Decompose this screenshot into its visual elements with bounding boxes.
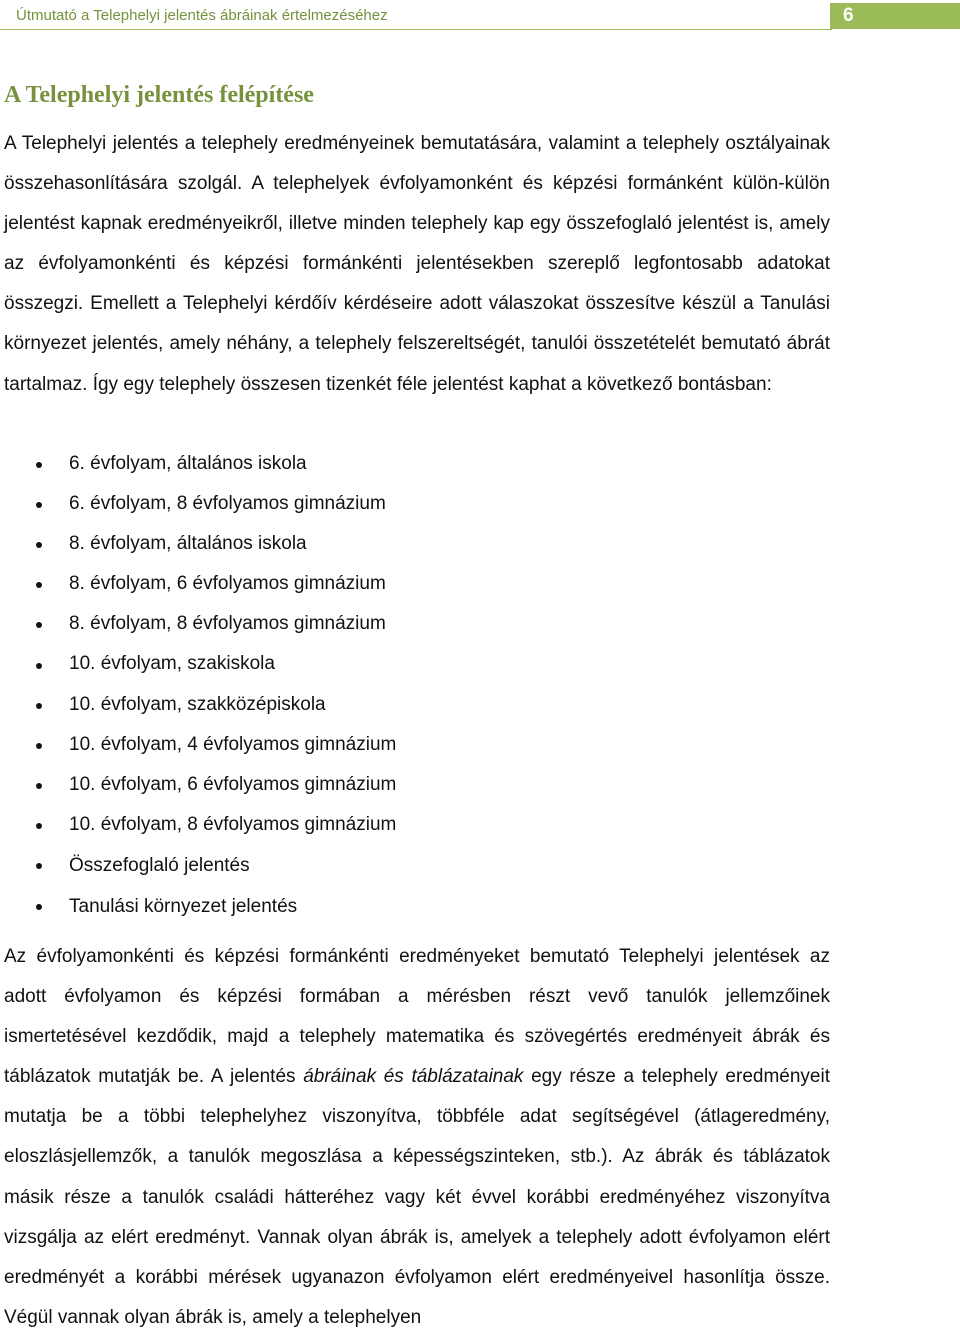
bullet-icon <box>36 823 42 829</box>
bullet-icon <box>36 783 42 789</box>
list-item <box>0 644 396 684</box>
description-text-part2: egy része a telephely eredményeit mutatja be a többi telephelyhez viszonyítva, többféle adat segítségével (átlageredmény, eloszlásjellemzők, a tanulók megoszlása a képességszinteken, stb.). Az ábrák és táblázatok másik része a tanulók családi hátteréhez vagy két évvel korábbi eredményéhez viszonyítva vizsgálja az elért eredményt. Vannak olyan ábrák is, amelyek a telephely adott évfolyamon elért eredményét a korábbi mérések ugyanazon évfolyamon elért eredményeivel hasonlítja össze. Végül vannak olyan ábrák is, amely a telephelyen <box>4 1066 830 1328</box>
bullet-icon <box>36 663 42 669</box>
list-item <box>0 845 396 886</box>
header-rule <box>0 29 832 30</box>
list-item-text: 6. évfolyam, 8 évfolyamos gimnázium <box>69 493 386 515</box>
page-header <box>0 0 960 44</box>
list-item <box>0 604 396 644</box>
list-item-text: 8. évfolyam, általános iskola <box>69 533 307 555</box>
bullet-icon <box>36 904 42 910</box>
list-item <box>0 886 396 927</box>
list-item-text: 8. évfolyam, 8 évfolyamos gimnázium <box>69 613 386 635</box>
list-item <box>0 524 396 564</box>
list-item-text: Összefoglaló jelentés <box>69 854 250 876</box>
description-text-part1: Az évfolyamonkénti és képzési formánkénti eredményeket bemutató Telephelyi jelentések az adott évfolyamon és képzési formában a mérésben részt vevő tanulók jellemzőinek ismertetésével kezdődik, majd a telephely matematika és szövegértés eredményeit ábrák és táblázatok mutatják be. A jelentés <box>4 946 830 1088</box>
bullet-icon <box>36 743 42 749</box>
description-italic-text: ábráinak és táblázatainak <box>303 1066 524 1088</box>
bullet-icon <box>36 622 42 628</box>
header-title: Útmutató a Telephelyi jelentés ábráinak értelmezéséhez <box>16 7 388 24</box>
page-number: 6 <box>843 5 854 26</box>
list-item <box>0 765 396 805</box>
list-item <box>0 564 396 604</box>
list-item-text: 10. évfolyam, 4 évfolyamos gimnázium <box>69 733 397 755</box>
list-item <box>0 685 396 725</box>
list-item <box>0 725 396 765</box>
list-item-text: 10. évfolyam, 6 évfolyamos gimnázium <box>69 773 397 795</box>
list-item-text: 8. évfolyam, 6 évfolyamos gimnázium <box>69 573 386 595</box>
list-item <box>0 444 396 484</box>
list-item <box>0 484 396 524</box>
description-paragraph <box>4 937 830 1338</box>
list-item-text: 6. évfolyam, általános iskola <box>69 453 307 474</box>
bullet-icon <box>36 542 42 548</box>
list-item <box>0 805 396 845</box>
bullet-icon <box>36 703 42 709</box>
list-item-text: 10. évfolyam, szakiskola <box>69 653 275 675</box>
section-heading: A Telephelyi jelentés felépítése <box>4 82 314 108</box>
intro-paragraph: A Telephelyi jelentés a telephely eredményeinek bemutatására, valamint a telephely osztályainak összehasonlítására szolgál. A telephelyek évfolyamonként és képzési formánként külön-külön jelentést kapnak eredményeikről, illetve minden telephely kap egy összefoglaló jelentést is, amely az évfolyamonkénti és képzési formánkénti jelentésekben szereplő legfontosabb adatokat összegzi. Emellett a Telephelyi kérdőív kérdéseire adott válaszokat összesítve készül a Tanulási környezet jelentés, amely néhány, a telephely felszereltségét, tanulói összetételét bemutató ábrát tartalmaz. Így egy telephely összesen tizenkét féle jelentést kaphat a következő bontásban: <box>4 133 830 395</box>
bullet-icon <box>36 462 42 468</box>
list-item-text: 10. évfolyam, 8 évfolyamos gimnázium <box>69 813 397 835</box>
bullet-icon <box>36 863 42 869</box>
list-item-text: Tanulási környezet jelentés <box>69 895 298 917</box>
report-types-list <box>0 444 396 927</box>
page-number-box <box>830 3 960 29</box>
bullet-icon <box>36 582 42 588</box>
bullet-icon <box>36 502 42 508</box>
list-item-text: 10. évfolyam, szakközépiskola <box>69 693 326 715</box>
